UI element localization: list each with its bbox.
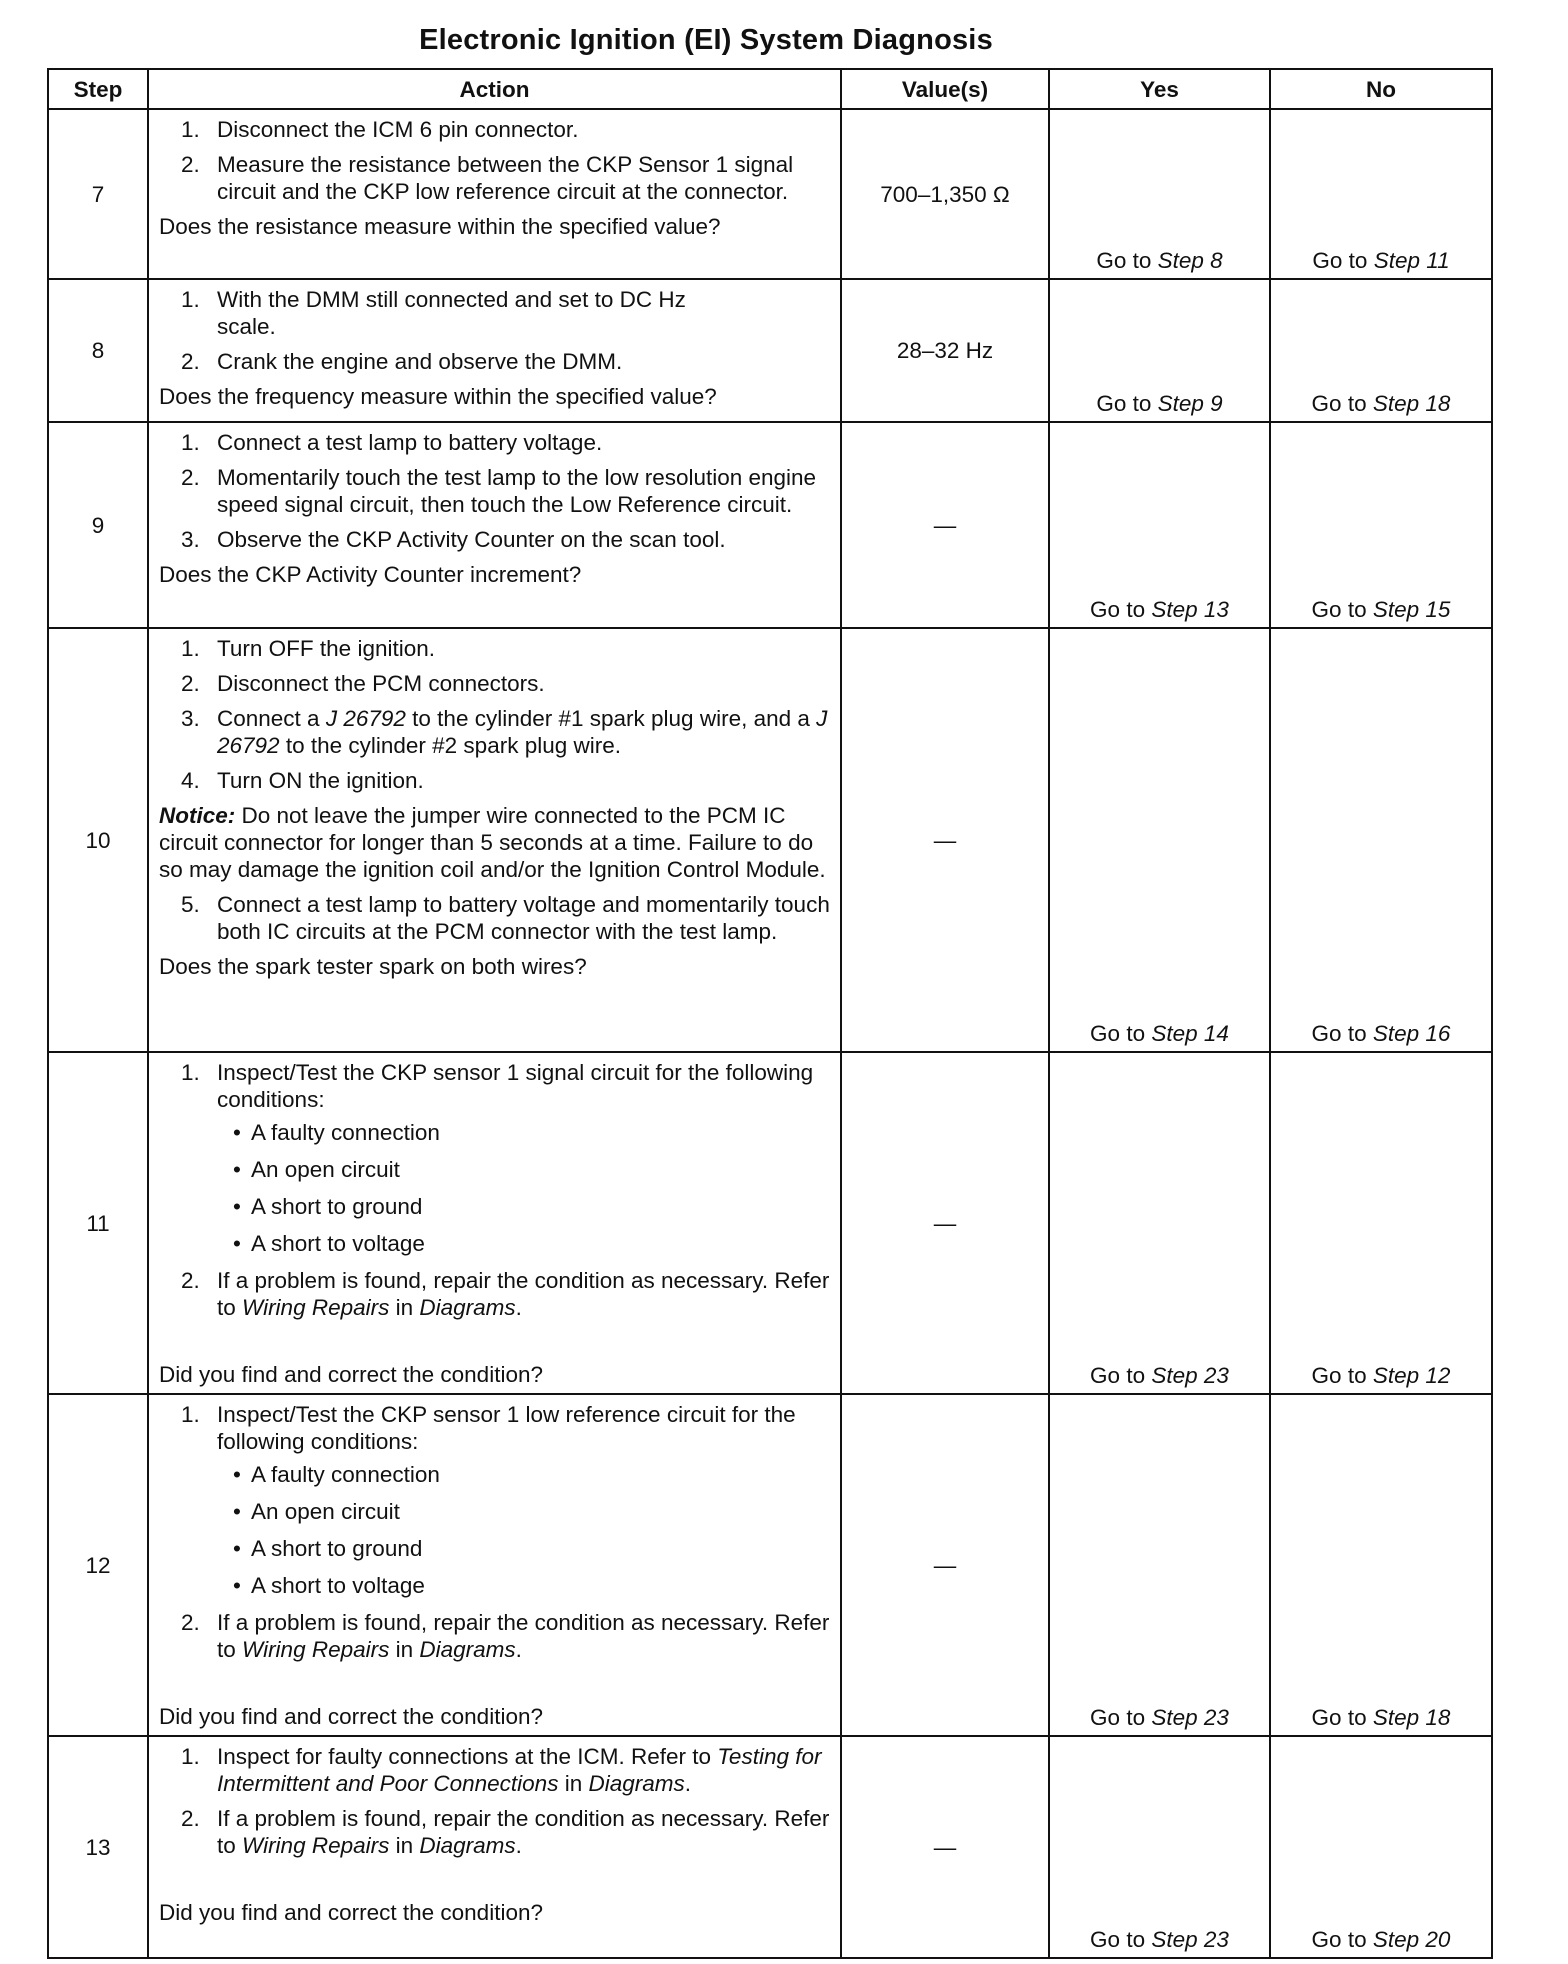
- yes-cell: Go to Step 23: [1049, 1052, 1270, 1394]
- action-item: 2. Crank the engine and observe the DMM.: [181, 349, 623, 374]
- action-item: 1. Connect a test lamp to battery voltage.: [181, 430, 603, 455]
- value-cell: 28–32 Hz: [841, 279, 1049, 422]
- no-cell: Go to Step 18: [1270, 279, 1492, 422]
- action-item: 2. If a problem is found, repair the condition as necessary. Refer to Wiring Repairs in Diagrams.: [181, 1268, 830, 1320]
- action-item: 3. Observe the CKP Activity Counter on the scan tool.: [181, 527, 726, 552]
- question-text: Does the resistance measure within the specified value?: [159, 214, 721, 239]
- action-cell: [148, 279, 841, 422]
- step-number: 11: [48, 1052, 148, 1394]
- step-number: 7: [48, 109, 148, 279]
- value-cell: 700–1,350 Ω: [841, 109, 1049, 279]
- action-item: 2. Momentarily touch the test lamp to the low resolution engine speed signal circuit, then touch the Low Reference circuit.: [181, 465, 817, 517]
- action-cell: [148, 1736, 841, 1958]
- step-number: 8: [48, 279, 148, 422]
- value-cell: —: [841, 1394, 1049, 1736]
- header-no: No: [1270, 69, 1492, 109]
- yes-cell: Go to Step 13: [1049, 422, 1270, 628]
- value-cell: —: [841, 1736, 1049, 1958]
- condition-item: • A short to voltage: [233, 1231, 425, 1256]
- no-cell: Go to Step 11: [1270, 109, 1492, 279]
- table-row: [48, 1394, 1492, 1736]
- action-item: 4. Turn ON the ignition.: [181, 768, 424, 793]
- table-row: [48, 1736, 1492, 1958]
- condition-item: • A short to ground: [233, 1194, 423, 1219]
- notice-text: Notice: Do not leave the jumper wire connected to the PCM IC circuit connector for longer than 5 seconds at a time. Failure to do so may damage the ignition coil and/or the Ignition Control Module.: [159, 803, 826, 882]
- question-text: Does the CKP Activity Counter increment?: [159, 562, 582, 587]
- yes-cell: Go to Step 8: [1049, 109, 1270, 279]
- header-row: [48, 69, 1492, 109]
- condition-item: • An open circuit: [233, 1499, 400, 1524]
- action-cell: [148, 109, 841, 279]
- condition-item: • A faulty connection: [233, 1120, 440, 1145]
- condition-item: • A faulty connection: [233, 1462, 440, 1487]
- action-item: 3. Connect a J 26792 to the cylinder #1 spark plug wire, and a J 26792 to the cylinder #2 spark plug wire.: [181, 706, 828, 758]
- no-cell: Go to Step 12: [1270, 1052, 1492, 1394]
- action-cell: [148, 628, 841, 1052]
- diagnosis-table: [47, 68, 1493, 1959]
- condition-item: • A short to voltage: [233, 1573, 425, 1598]
- action-item: 2. If a problem is found, repair the condition as necessary. Refer to Wiring Repairs in Diagrams.: [181, 1610, 830, 1662]
- action-cell: [148, 422, 841, 628]
- question-text: Does the frequency measure within the specified value?: [159, 384, 717, 409]
- yes-cell: Go to Step 9: [1049, 279, 1270, 422]
- no-cell: Go to Step 15: [1270, 422, 1492, 628]
- action-item: 1. Inspect/Test the CKP sensor 1 low reference circuit for the following conditions: • A faulty connection • An open circuit • A short to ground • A short to voltage: [159, 1401, 830, 1599]
- step-number: 13: [48, 1736, 148, 1958]
- value-cell: —: [841, 1052, 1049, 1394]
- header-yes: Yes: [1049, 69, 1270, 109]
- action-cell: [148, 1394, 841, 1736]
- step-number: 9: [48, 422, 148, 628]
- action-cell: [148, 1052, 841, 1394]
- question-text: Did you find and correct the condition?: [159, 1704, 543, 1729]
- action-item: 2. If a problem is found, repair the condition as necessary. Refer to Wiring Repairs in Diagrams.: [181, 1806, 830, 1858]
- action-item: 1. Inspect for faulty connections at the ICM. Refer to Testing for Intermittent and Poor Connections in Diagrams.: [181, 1744, 822, 1796]
- table-row: [48, 109, 1492, 279]
- action-item: 1. Turn OFF the ignition.: [181, 636, 436, 661]
- step-number: 10: [48, 628, 148, 1052]
- yes-cell: Go to Step 14: [1049, 628, 1270, 1052]
- page-title: Electronic Ignition (EI) System Diagnosis: [419, 24, 993, 56]
- table-row: [48, 422, 1492, 628]
- table-row: [48, 628, 1492, 1052]
- question-text: Did you find and correct the condition?: [159, 1362, 543, 1387]
- no-cell: Go to Step 20: [1270, 1736, 1492, 1958]
- yes-cell: Go to Step 23: [1049, 1736, 1270, 1958]
- no-cell: Go to Step 16: [1270, 628, 1492, 1052]
- yes-cell: Go to Step 23: [1049, 1394, 1270, 1736]
- action-item: 1. Inspect/Test the CKP sensor 1 signal circuit for the following conditions: • A faulty connection • An open circuit • A short to ground • A short to voltage: [159, 1059, 830, 1257]
- step-number: 12: [48, 1394, 148, 1736]
- condition-item: • An open circuit: [233, 1157, 400, 1182]
- no-cell: Go to Step 18: [1270, 1394, 1492, 1736]
- question-text: Did you find and correct the condition?: [159, 1900, 543, 1925]
- header-step: Step: [48, 69, 148, 109]
- action-item: 2. Measure the resistance between the CKP Sensor 1 signal circuit and the CKP low reference circuit at the connector.: [181, 152, 794, 204]
- action-item: 1. Disconnect the ICM 6 pin connector.: [181, 117, 579, 142]
- action-item: 2. Disconnect the PCM connectors.: [181, 671, 545, 696]
- action-item: 5. Connect a test lamp to battery voltage and momentarily touch both IC circuits at the PCM connector with the test lamp.: [181, 892, 830, 944]
- table-row: [48, 1052, 1492, 1394]
- question-text: Does the spark tester spark on both wires?: [159, 954, 587, 979]
- value-cell: —: [841, 628, 1049, 1052]
- value-cell: —: [841, 422, 1049, 628]
- action-item: 1. With the DMM still connected and set to DC Hz scale.: [181, 287, 686, 339]
- condition-item: • A short to ground: [233, 1536, 423, 1561]
- table-row: [48, 279, 1492, 422]
- header-value: Value(s): [841, 69, 1049, 109]
- header-action: Action: [148, 69, 841, 109]
